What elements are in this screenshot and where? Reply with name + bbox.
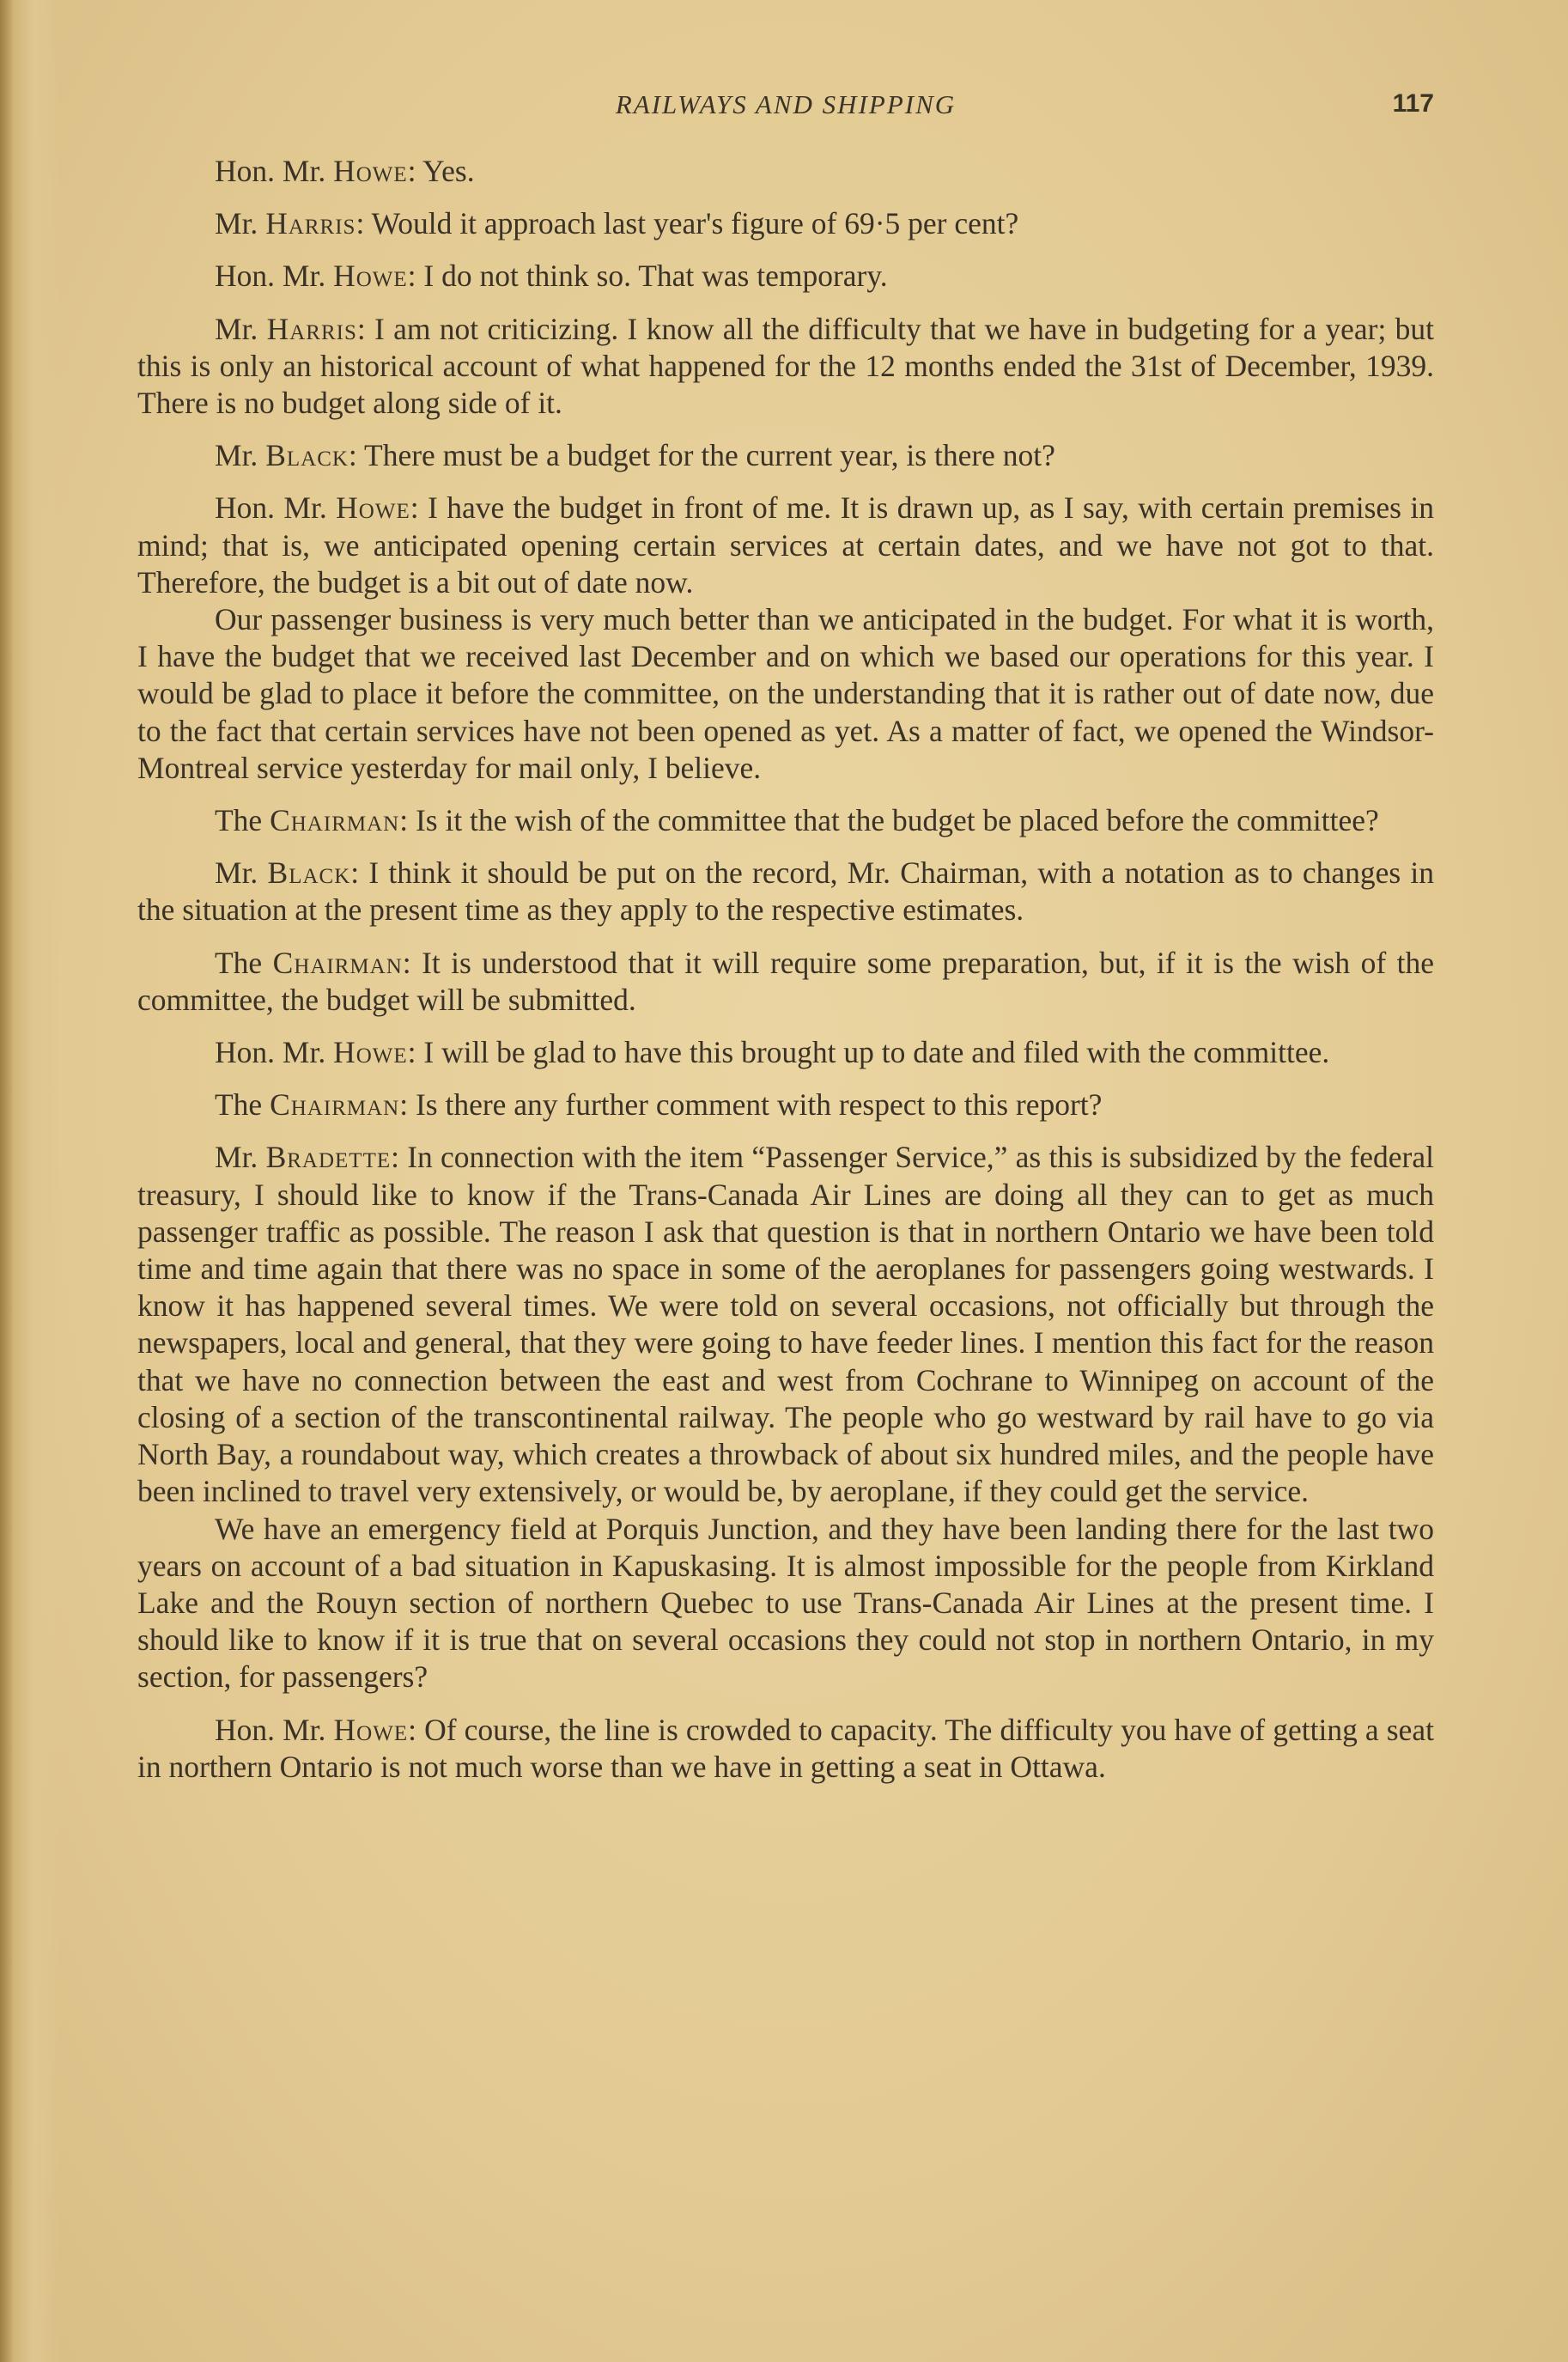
speaker-prefix: Hon. Mr. [215, 1035, 334, 1070]
paragraph-text: : I do not think so. That was temporary. [407, 259, 888, 294]
speaker-prefix: Mr. [215, 206, 266, 241]
book-spine-shadow [0, 0, 12, 2362]
transcript-paragraph [137, 1511, 1434, 1696]
running-title: RAILWAYS AND SHIPPING [615, 89, 957, 119]
paragraph-text: : In connection with the item “Passenger Service,” as this is subsidized by the federal treasury, I should like to know if the Trans-Canada Air Lines are doing all they can to get as much passenger traffic as possible. The reason I ask that question is that in northern Ontario we have been told time and time again that there was no space in some of the aeroplanes for passengers going westwards. I know it has happened several times. We were told on several occasions, not officially but through the newspapers, local and general, that they were going to have feeder lines. I mention this fact for the reason that we have no connection between the east and west from Cochrane to Winnipeg on account of the closing of a section of the transcontinental railway. The people who go westward by rail have to go via North Bay, a roundabout way, which creates a throwback of about six hundred miles, and the people have been inclined to travel very extensively, or would be, by aeroplane, if they could get the service. [137, 1140, 1434, 1509]
transcript-paragraph [137, 802, 1434, 839]
transcript-paragraph [137, 258, 1434, 295]
speaker-prefix: Mr. [215, 438, 266, 473]
speaker-name: Howe [336, 490, 410, 526]
paragraph-text: : There must be a budget for the current year, is there not? [348, 438, 1055, 473]
transcript-paragraph [137, 490, 1434, 601]
speaker-name: Chairman [270, 803, 400, 838]
transcript-paragraph [137, 601, 1434, 787]
paragraph-text: : I am not criticizing. I know all the difficulty that we have in budgeting for a year; but this is only an historical account of what happened for the 12 months ended the 31st of December, 1939. There is no budget along side of it. [137, 311, 1434, 421]
transcript-paragraph [137, 311, 1434, 423]
speaker-prefix: The [215, 1087, 270, 1123]
paragraph-text: Our passenger business is very much better than we anticipated in the budget. For what it is worth, I have the budget that we received last December and on which we based our operations for this year. I would be glad to place it before the committee, on the understanding that it is rather out of date now, due to the fact that certain services have not been opened as yet. As a matter of fact, we opened the Windsor-Montreal service yesterday for mail only, I believe. [137, 602, 1434, 785]
transcript-paragraph [137, 1034, 1434, 1071]
paragraph-text: : Would it approach last year's figure of 69·5 per cent? [356, 206, 1019, 241]
page-number: 117 [1392, 89, 1434, 118]
speaker-prefix: Hon. Mr. [215, 1712, 334, 1747]
transcript-paragraph [137, 205, 1434, 242]
speaker-name: Howe [333, 1035, 408, 1070]
speaker-name: Bradette [265, 1140, 392, 1175]
speaker-prefix: The [215, 803, 270, 838]
speaker-prefix: Hon. Mr. [215, 259, 334, 294]
paragraph-text: : Is there any further comment with respect to this report? [399, 1087, 1103, 1123]
speaker-prefix: Hon. Mr. [215, 490, 337, 526]
paragraph-text: : Is it the wish of the committee that the budget be placed before the committee? [399, 803, 1379, 838]
speaker-name: Harris [265, 206, 356, 241]
speaker-name: Chairman [272, 945, 403, 980]
speaker-prefix: Mr. [215, 311, 267, 346]
transcript-body [137, 153, 1434, 1801]
paragraph-text: : It is understood that it will require some preparation, but, if it is the wish of the committee, the budget will be submitted. [137, 945, 1434, 1017]
speaker-name: Howe [333, 259, 408, 294]
speaker-name: Black [265, 438, 349, 473]
transcript-paragraph [137, 153, 1434, 190]
paragraph-text: : I think it should be put on the record, Mr. Chairman, with a notation as to changes in the situation at the present time as they apply to the respective estimates. [137, 855, 1434, 928]
speaker-name: Chairman [270, 1087, 400, 1123]
running-header [137, 89, 1434, 129]
transcript-paragraph [137, 1087, 1434, 1123]
paragraph-text: : Of course, the line is crowded to capacity. The difficulty you have of getting a seat in northern Ontario is not much worse than we have in getting a seat in Ottawa. [137, 1712, 1434, 1784]
transcript-paragraph [137, 855, 1434, 928]
speaker-name: Howe [333, 154, 408, 188]
speaker-prefix: The [215, 945, 273, 980]
speaker-name: Howe [333, 1712, 409, 1747]
paragraph-text: : I will be glad to have this brought up to date and filed with the committee. [407, 1035, 1330, 1070]
speaker-prefix: Mr. [215, 855, 268, 891]
transcript-paragraph [137, 437, 1434, 474]
speaker-name: Harris [266, 311, 357, 346]
paragraph-text: : I have the budget in front of me. It is drawn up, as I say, with certain premises in mind; that is, we anticipated opening certain services at certain dates, and we have not got to that. Therefore, the budget is a bit out of date now. [137, 490, 1434, 600]
transcript-paragraph [137, 1139, 1434, 1510]
speaker-prefix: Hon. Mr. [215, 154, 334, 188]
transcript-paragraph [137, 945, 1434, 1019]
paragraph-text: We have an emergency field at Porquis Junction, and they have been landing there for the last two years on account of a bad situation in Kapuskasing. It is almost impossible for the people from Kirkland Lake and the Rouyn section of northern Quebec to use Trans-Canada Air Lines at the present time. I should like to know if it is true that on several occasions they could not stop in northern Ontario, in my section, for passengers? [137, 1511, 1434, 1695]
speaker-name: Black [267, 855, 351, 891]
paragraph-text: : Yes. [407, 154, 475, 188]
speaker-prefix: Mr. [215, 1140, 266, 1175]
transcript-paragraph [137, 1712, 1434, 1786]
